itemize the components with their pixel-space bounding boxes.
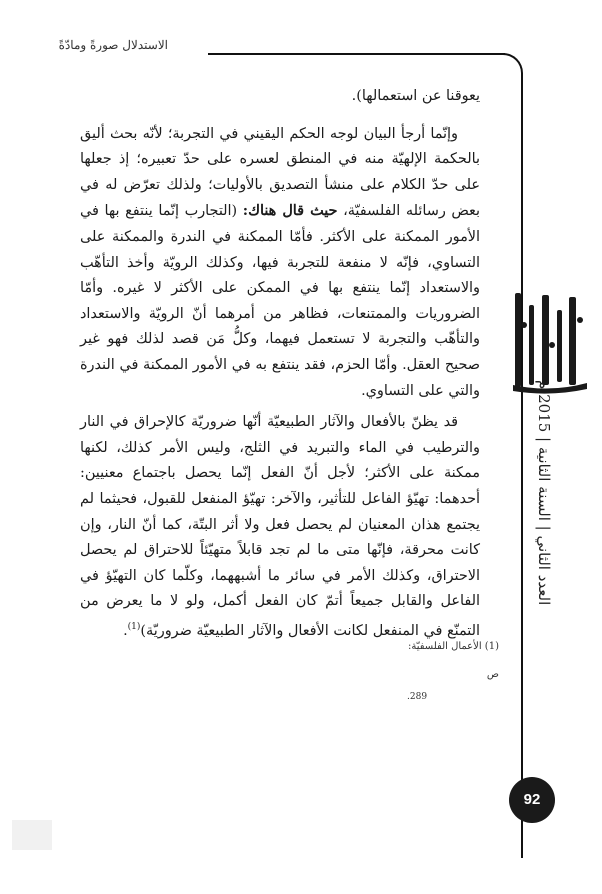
paragraph-1: يعوقنا عن استعمالها). [351, 88, 480, 104]
page-frame [503, 53, 523, 858]
footnote-ref[interactable]: (1) [127, 621, 141, 632]
page-number: 92 [509, 777, 555, 823]
running-title: الاستدلال صورةً ومادّةً [58, 38, 168, 52]
journal-logo [505, 285, 595, 395]
scan-artifact [12, 820, 52, 850]
paragraph-4-text: قد يظنّ بالأفعال والآثار الطبيعيّة أنّها ضروريّة كالإحراق في النار والترطيب في الماء والتبريد في الثلج، وليس الأمر كذلك، لكنها ممكنة على الأكثر؛ لأجل أنّ الفعل إنّما يحصل باجتماع معنيين: أحدهما: تهيّؤ الفاعل للتأثير، والآخر: تهيّؤ المنفعل للقبول، فحيثما لم يجتمع هذان المعنيان لم يحصل فعل ولا أثر البتّة، كما أنّ النار، وإن كانت محرقة، فإنّها متى ما لم تجد قابلاً متهيّئاً للاحتراق لم يحصل الاحتراق، وكذلك الأمر في سائر ما أشبههما، وكلّما كان التهيّؤ في الفاعل والقابل جميعاً أتمّ كان الفعل أكمل، ولو لا ما يعرض من التمنّع في المنفعل لكانت الأفعال والآثار الطبيعيّة ضروريّة) [80, 414, 480, 639]
quote-text: (التجارب إنّما ينتفع بها في الأمور الممكنة على الأكثر. فأمّا الممكنة في الندرة والممكنة على التساوي، فإنّه لا منفعة للتجربة فيها، وكذلك الرويّة وأخذ التأهّب والاستعداد إنّما ينتفع بها في الممكن على الأكثر لا غيره. وأمّا الضروريات والممتنعات، فظاهر من أمرهما أنّ الرويّة والاستعداد والتأهّب والتجربة لا تستعمل فيهما، وكلُّ مَن قصد لذلك فهو غير صحيح العقل. وأمّا الحزم، فقد ينتفع به في الأمور الممكنة في الندرة والتي على التساوي. [80, 203, 480, 399]
footnote [407, 633, 499, 705]
paragraph-4 [80, 410, 480, 644]
quote-intro: حيث قال هناك: [242, 202, 338, 220]
paragraph-2 [80, 122, 480, 405]
main-text [80, 84, 480, 644]
header-rule [208, 53, 505, 55]
paragraph-4-end: . [123, 622, 128, 639]
footnote-page: 289. [407, 692, 428, 702]
paragraph-2-text: وإنّما أرجأ البيان لوجه الحكم اليقيني في التجربة؛ لأنّه بحث أليق بالحكمة الإلهيّة منه في المنطق لعسره على حدّ تعبيره؛ إذ جعلها على حدّ الكلام على منشأ التصديق بالأوليات؛ ولذلك تعرّض له في بعض رسائله الفلسفيّة، [80, 125, 480, 220]
footnote-text: (1) الأعمال الفلسفيّة: ص [407, 641, 499, 680]
issue-line: العدد الثاني | السنة الثانية | 2015 م [535, 380, 553, 606]
